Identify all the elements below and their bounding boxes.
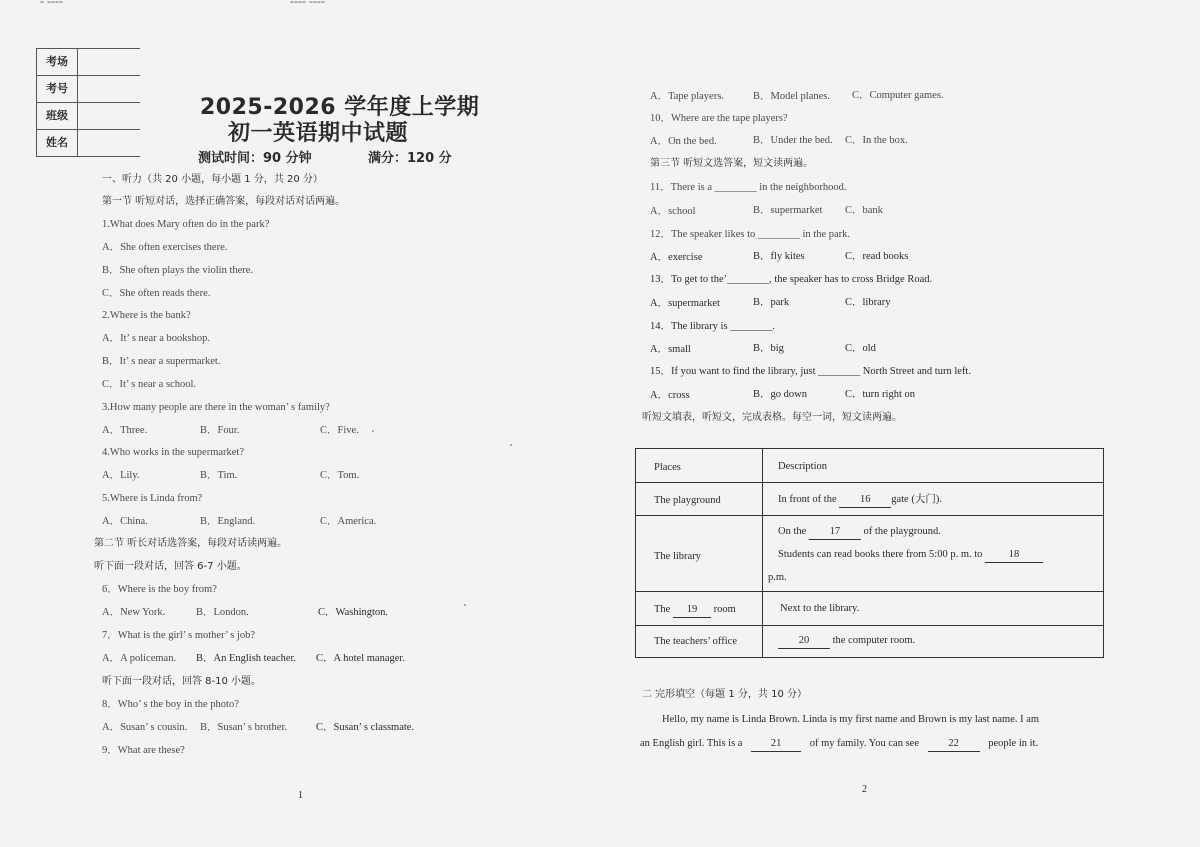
option-a[interactable]: A．school — [650, 206, 696, 217]
description-cell — [778, 493, 942, 508]
info-blank[interactable] — [78, 130, 140, 156]
description-text: In front of the — [778, 494, 837, 505]
answer-blank-20[interactable]: 20 — [778, 634, 830, 649]
option-b[interactable]: B．Susan’ s brother. — [200, 722, 288, 733]
option-a[interactable]: A．supermarket — [650, 298, 720, 309]
question-4: 4.Who works in the supermarket? — [102, 447, 245, 458]
page-number: 2 — [862, 784, 867, 795]
exam-title-line1: 2025-2026 学年度上学期 — [200, 95, 480, 120]
description-text: Students can read books there from 5:00 p. m. to — [778, 549, 983, 560]
full-score: 满分：120 分 — [368, 151, 452, 166]
info-label: 考场 — [37, 49, 78, 75]
option-c[interactable]: C．America. — [320, 516, 377, 527]
info-blank[interactable] — [78, 103, 140, 129]
info-blank[interactable] — [78, 76, 140, 102]
option-b[interactable]: B．Model planes. — [753, 91, 830, 102]
question-2: 2.Where is the bank? — [102, 310, 191, 321]
option-a[interactable]: A．New York. — [102, 607, 166, 618]
question-11: 11．There is a ________ in the neighborhood. — [650, 182, 847, 193]
section-heading: 二 完形填空（每题 1 分，共 10 分） — [642, 689, 807, 700]
option-c[interactable]: C．Washington. — [318, 607, 389, 618]
answer-blank-17[interactable]: 17 — [809, 525, 861, 540]
table-header-row — [636, 449, 1103, 483]
option-c[interactable]: C．read books — [845, 251, 909, 262]
option-c[interactable]: C．bank — [845, 205, 883, 216]
option-c[interactable]: C．turn right on — [845, 389, 915, 400]
option-b[interactable]: B．park — [753, 297, 790, 308]
place-text: The — [654, 604, 671, 615]
option-b[interactable]: B．go down — [753, 389, 807, 400]
table-row — [636, 516, 1103, 592]
option-c[interactable]: C．old — [845, 343, 876, 354]
question-8: 8．Who’ s the boy in the photo? — [102, 699, 239, 710]
option-c[interactable]: C．A hotel manager. — [316, 653, 405, 664]
option-c[interactable]: C．Computer games. — [852, 90, 944, 101]
scan-speck — [510, 444, 512, 446]
description-cell — [778, 525, 941, 540]
table-header-places: Places — [654, 462, 681, 473]
option-c[interactable]: C．Susan’ s classmate. — [316, 722, 415, 733]
answer-blank-19[interactable]: 19 — [673, 603, 711, 618]
question-6: 6．Where is the boy from? — [102, 584, 217, 595]
question-14: 14．The library is ________. — [650, 321, 775, 332]
part-subheading: 听下面一段对话，回答 6-7 小题。 — [94, 561, 247, 572]
option-a[interactable]: A．Susan’ s cousin. — [102, 722, 188, 733]
question-12: 12．The speaker likes to ________ in the park. — [650, 229, 851, 240]
description-text: On the — [778, 526, 807, 537]
option-a[interactable]: A．cross — [650, 390, 690, 401]
option-a[interactable]: A．China. — [102, 516, 148, 527]
place-cell: The library — [654, 551, 701, 562]
option-a[interactable]: A．It’ s near a bookshop. — [102, 333, 210, 344]
cloze-paragraph-line: Hello, my name is Linda Brown. Linda is my first name and Brown is my last name. I am — [662, 714, 1040, 725]
cloze-paragraph-line — [640, 737, 1038, 752]
option-a[interactable]: A．She often exercises there. — [102, 242, 228, 253]
description-text: the computer room. — [832, 635, 916, 646]
option-b[interactable]: B．fly kites — [753, 251, 805, 262]
student-info-box — [36, 48, 140, 157]
option-a[interactable]: A．Lily. — [102, 470, 140, 481]
place-cell — [654, 603, 736, 618]
option-a[interactable]: A．A policeman. — [102, 653, 177, 664]
info-label: 考号 — [37, 76, 78, 102]
description-cell — [778, 548, 1043, 563]
part-heading: 第一节 听短对话，选择正确答案，每段对话对话两遍。 — [102, 196, 346, 207]
option-c[interactable]: C．library — [845, 297, 891, 308]
option-b[interactable]: B．England. — [200, 516, 256, 527]
part-heading: 第二节 听长对话选答案，每段对话读两遍。 — [94, 538, 288, 549]
question-1: 1.What does Mary often do in the park? — [102, 219, 270, 230]
info-label: 班级 — [37, 103, 78, 129]
option-b[interactable]: B．An English teacher. — [196, 653, 297, 664]
info-row-name — [36, 130, 140, 157]
option-c[interactable]: C．Five. — [320, 425, 359, 436]
option-b[interactable]: B．Four. — [200, 425, 240, 436]
question-7: 7．What is the girl’ s mother’ s job? — [102, 630, 256, 641]
cloze-text: of my family. You can see — [809, 738, 919, 749]
option-a[interactable]: A．Three. — [102, 425, 148, 436]
scan-speck — [464, 604, 466, 606]
place-cell: The playground — [654, 495, 721, 506]
description-text: of the playground. — [863, 526, 941, 537]
question-13: 13．To get to the’________, the speaker has to cross Bridge Road. — [650, 274, 933, 285]
exam-page-2 — [600, 0, 1200, 847]
option-b[interactable]: B．It’ s near a supermarket. — [102, 356, 221, 367]
part-heading: 第三节 听短文选答案，短文读两遍。 — [650, 158, 814, 169]
answer-blank-16[interactable]: 16 — [839, 493, 891, 508]
option-c[interactable]: C．In the box. — [845, 135, 908, 146]
info-row-exam-number — [36, 76, 140, 103]
place-text: room — [713, 604, 736, 615]
option-b[interactable]: B．Tim. — [200, 470, 238, 481]
description-cell: Next to the library. — [780, 603, 860, 614]
option-a[interactable]: A．small — [650, 344, 691, 355]
exam-time-score — [198, 147, 452, 166]
table-row — [636, 592, 1103, 626]
answer-blank-22[interactable]: 22 — [928, 737, 980, 752]
question-15: 15．If you want to find the library, just ________ North Street and turn left. — [650, 366, 971, 377]
exam-title-line2: 初一英语期中试题 — [228, 121, 409, 146]
table-row — [636, 483, 1103, 516]
table-header-description: Description — [778, 461, 827, 472]
answer-blank-21[interactable]: 21 — [751, 737, 801, 752]
option-b[interactable]: B．Under the bed. — [753, 135, 833, 146]
info-row-class — [36, 103, 140, 130]
option-c[interactable]: C．It’ s near a school. — [102, 379, 196, 390]
part-heading: 听短文填表，听短文，完成表格。每空一词，短文读两遍。 — [642, 412, 902, 423]
option-b[interactable]: B．She often plays the violin there. — [102, 265, 254, 276]
option-b[interactable]: B．supermarket — [753, 205, 823, 216]
option-c[interactable]: C．Tom. — [320, 470, 360, 481]
part-subheading: 听下面一段对话，回答 8-10 小题。 — [102, 676, 262, 687]
option-a[interactable]: A．exercise — [650, 252, 703, 263]
place-cell: The teachers’ office — [654, 636, 737, 647]
page-number: 1 — [298, 790, 303, 801]
option-a[interactable]: A．Tape players. — [650, 91, 724, 102]
option-c[interactable]: C．She often reads there. — [102, 288, 211, 299]
description-text: p.m. — [768, 572, 787, 583]
cut-off-header-center: ---- ---- — [290, 0, 325, 8]
question-9: 9．What are these? — [102, 745, 185, 756]
description-text: gate (大门). — [891, 494, 942, 505]
info-blank[interactable] — [78, 49, 140, 75]
info-label: 姓名 — [37, 130, 78, 156]
description-cell — [778, 634, 915, 649]
answer-blank-18[interactable]: 18 — [985, 548, 1043, 563]
table-row — [636, 626, 1103, 657]
question-3: 3.How many people are there in the woman’ s family? — [102, 402, 330, 413]
option-b[interactable]: B．London. — [196, 607, 249, 618]
scan-speck — [372, 430, 374, 432]
option-b[interactable]: B．big — [753, 343, 784, 354]
question-5: 5.Where is Linda from? — [102, 493, 203, 504]
cut-off-header-left: - ---- — [40, 0, 63, 8]
option-a[interactable]: A．On the bed. — [650, 136, 717, 147]
cloze-text: an English girl. This is a — [640, 738, 743, 749]
cloze-text: people in it. — [988, 738, 1039, 749]
section-heading: 一、听力（共 20 小题，每小题 1 分，共 20 分） — [102, 174, 323, 185]
info-row-exam-room — [36, 49, 140, 76]
question-10: 10．Where are the tape players? — [650, 113, 788, 124]
exam-time: 测试时间：90 分钟 — [198, 151, 312, 166]
fill-in-table — [635, 448, 1104, 658]
